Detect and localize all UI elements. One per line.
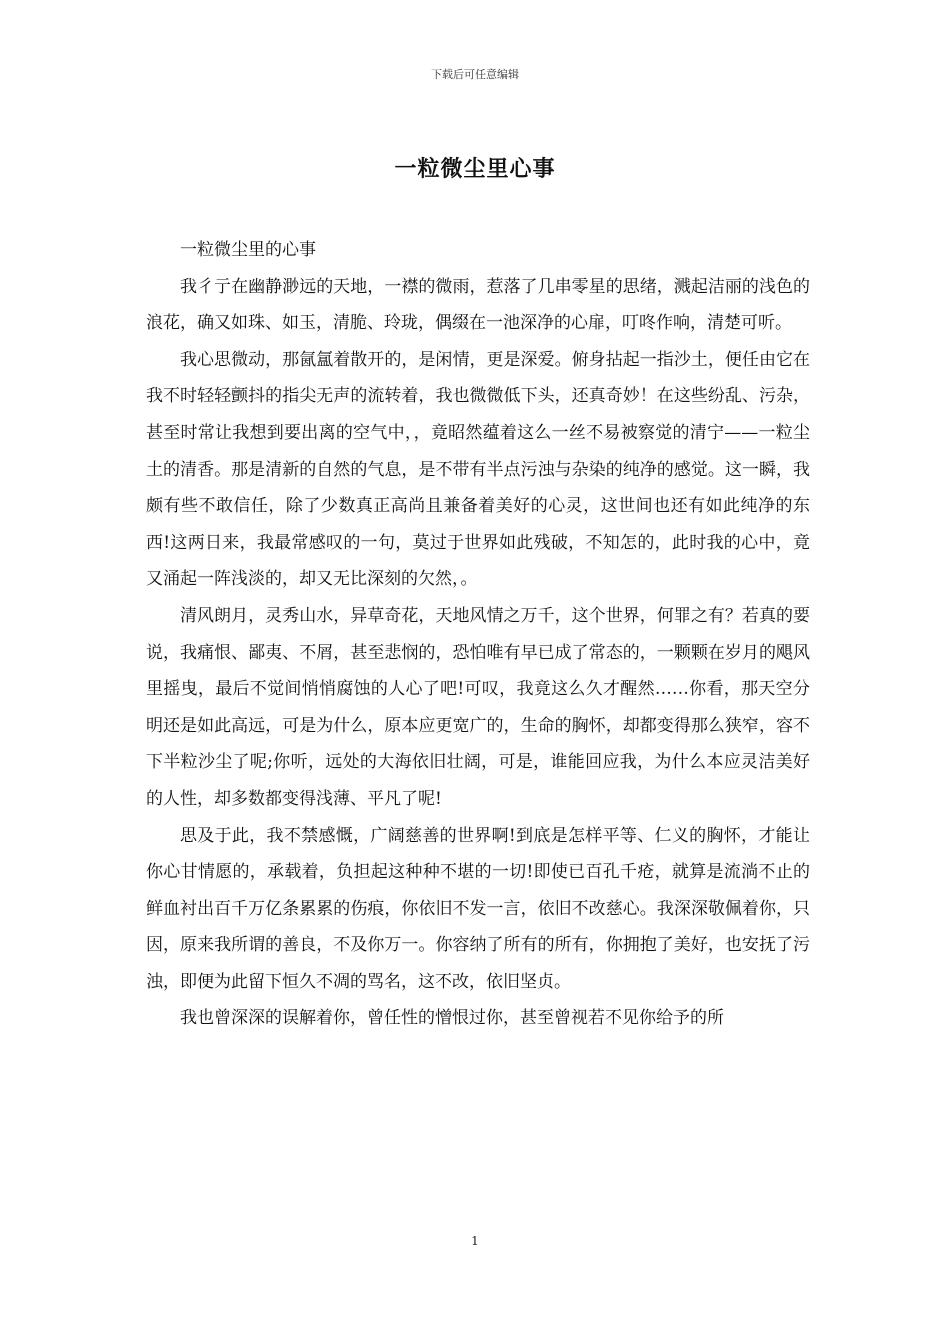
- page-number: 1: [471, 1234, 479, 1248]
- paragraph: 我也曾深深的误解着你，曾任性的憎恨过你，甚至曾视若不见你给予的所: [180, 1008, 724, 1029]
- paragraph-subtitle: 一粒微尘里的心事: [180, 240, 316, 260]
- document-title: 一粒微尘里心事: [394, 156, 556, 182]
- paragraph: 思及于此，我不禁感慨，广阔慈善的世界啊!到底是怎样平等、仁义的胸怀，才能让你心甘情愿的，承载着，负担起这种种不堪的一切!即使已百孔千疮，就算是流淌不止的鲜血衬出百千万亿条累累的伤痕，你依旧不发一言，依旧不改慈心。我深深敬佩着你，只因，原来我所谓的善良，不及你万一。你容纳了所有的所有，你拥抱了美好，也安抚了污浊，即便为此留下恒久不凋的骂名，这不改，依旧坚贞。: [146, 825, 810, 992]
- header-note: 下载后可任意编辑: [431, 68, 519, 81]
- paragraph: 清风朗月，灵秀山水，异草奇花，天地风情之万千，这个世界，何罪之有？若真的要说，我痛恨、鄙夷、不屑，甚至悲悯的，恐怕唯有早已成了常态的，一颗颗在岁月的飓风里摇曳，最后不觉间悄悄腐蚀的人心了吧!可叹，我竟这么久才醒然……你看，那天空分明还是如此高远，可是为什么，原本应更宽广的，生命的胸怀，却都变得那么狭窄，容不下半粒沙尘了呢;你听，远处的大海依旧壮阔，可是，谁能回应我，为什么本应灵洁美好的人性，却多数都变得浅薄、平凡了呢!: [146, 605, 810, 809]
- paragraph: 我心思微动，那氤氲着散开的，是闲情，更是深爱。俯身拈起一指沙土，便任由它在我不时轻轻颤抖的指尖无声的流转着，我也微微低下头，还真奇妙！在这些纷乱、污杂，甚至时常让我想到要出离的空气中，，竟昭然蕴着这么一丝不易被察觉的清宁——一粒尘土的清香。那是清新的自然的气息，是不带有半点污浊与杂染的纯净的感觉。这一瞬，我颇有些不敢信任，除了少数真正高尚且兼备着美好的心灵，这世间也还有如此纯净的东西!这两日来，我最常感叹的一句，莫过于世界如此残破，不知怎的，此时我的心中，竟又涌起一阵浅淡的，却又无比深刻的欠然，。: [146, 349, 810, 590]
- document-body: [146, 232, 810, 1037]
- paragraph: 我彳亍在幽静渺远的天地，一襟的微雨，惹落了几串零星的思绪，溅起洁丽的浅色的浪花，确又如珠、如玉，清脆、玲珑，偶缀在一池深净的心扉，叮咚作响，清楚可听。: [146, 276, 810, 334]
